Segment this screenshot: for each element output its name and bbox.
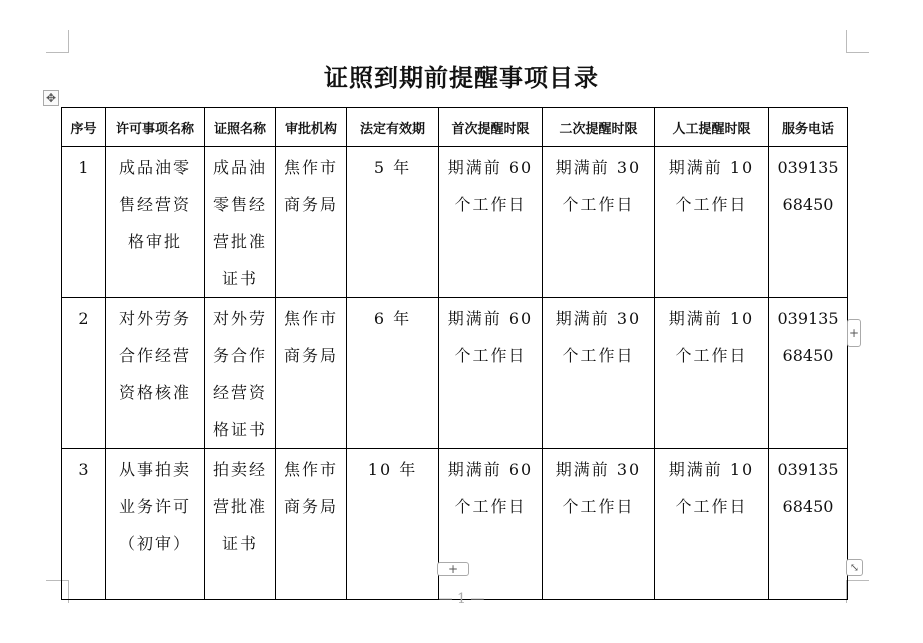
cell-line: 务合作 — [212, 346, 267, 365]
phone-cell — [769, 298, 848, 449]
cell-line: 68450 — [782, 497, 834, 516]
cell-line: 商务局 — [283, 195, 338, 214]
page-corner-mark — [46, 30, 69, 53]
cell-line: 焦作市 — [283, 460, 338, 479]
cell-line: 成品油 — [212, 158, 267, 177]
cell-line: 对外劳 — [212, 309, 267, 328]
cell-line: 3 — [78, 460, 89, 479]
cell-line: 业务许可 — [118, 497, 191, 516]
authority-cell — [276, 298, 347, 449]
cell-line: 焦作市 — [283, 158, 338, 177]
validity-cell — [347, 298, 439, 449]
first-reminder-cell — [439, 449, 543, 600]
cell-line: 10 年 — [367, 460, 418, 479]
validity-cell — [347, 147, 439, 298]
second-reminder-cell — [543, 298, 655, 449]
cell-line: 5 年 — [373, 158, 412, 177]
cell-line: 68450 — [782, 346, 834, 365]
cell-line: 期满前 10 — [668, 460, 755, 479]
cell-line: 焦作市 — [283, 309, 338, 328]
cell-line: 039135 — [777, 158, 839, 177]
table-row — [62, 147, 848, 298]
cell-line: 个工作日 — [562, 497, 635, 516]
cell-line: 经营资 — [212, 383, 267, 402]
cell-line: 期满前 60 — [447, 460, 534, 479]
manual-reminder-cell — [655, 449, 769, 600]
second-reminder-cell — [543, 147, 655, 298]
table-row — [62, 449, 848, 600]
first-reminder-cell — [439, 298, 543, 449]
page-corner-mark — [846, 30, 869, 53]
cell-line: 期满前 10 — [668, 158, 755, 177]
column-header: 二次提醒时限 — [543, 108, 655, 147]
column-header: 法定有效期 — [347, 108, 439, 147]
cell-line: 个工作日 — [562, 195, 635, 214]
cell-line: 成品油零 — [118, 158, 191, 177]
reminder-table — [61, 107, 848, 600]
page-number: — 1 — — [438, 591, 485, 607]
cell-line: 个工作日 — [454, 346, 527, 365]
cell-line: 证书 — [221, 269, 258, 288]
cell-line: 期满前 30 — [555, 158, 642, 177]
cell-line: 个工作日 — [675, 195, 748, 214]
item-name-cell — [106, 449, 205, 600]
cell-line: 1 — [78, 158, 89, 177]
phone-cell — [769, 449, 848, 600]
cell-line: 营批准 — [212, 232, 267, 251]
table-move-icon[interactable]: ✥ — [43, 90, 59, 106]
license-name-cell — [205, 298, 276, 449]
cell-line: 个工作日 — [562, 346, 635, 365]
cell-line: 个工作日 — [454, 497, 527, 516]
column-header: 许可事项名称 — [106, 108, 205, 147]
item-name-cell — [106, 147, 205, 298]
cell-line: 2 — [78, 309, 89, 328]
manual-reminder-cell — [655, 298, 769, 449]
cell-line: 商务局 — [283, 497, 338, 516]
item-name-cell — [106, 298, 205, 449]
cell-line: 证书 — [221, 534, 258, 553]
table-row — [62, 298, 848, 449]
table-resize-icon[interactable]: ⤡ — [846, 559, 863, 576]
cell-line: 期满前 30 — [555, 309, 642, 328]
cell-line: 营批准 — [212, 497, 267, 516]
authority-cell — [276, 449, 347, 600]
cell-line: 039135 — [777, 309, 839, 328]
first-reminder-cell — [439, 147, 543, 298]
cell-line: 资格核准 — [118, 383, 191, 402]
column-header: 人工提醒时限 — [655, 108, 769, 147]
column-header: 服务电话 — [769, 108, 848, 147]
validity-cell — [347, 449, 439, 600]
cell-line: 合作经营 — [118, 346, 191, 365]
seq-cell — [62, 449, 106, 600]
seq-cell — [62, 147, 106, 298]
seq-cell — [62, 298, 106, 449]
cell-line: 个工作日 — [675, 346, 748, 365]
cell-line: 039135 — [777, 460, 839, 479]
manual-reminder-cell — [655, 147, 769, 298]
license-name-cell — [205, 147, 276, 298]
cell-line: 商务局 — [283, 346, 338, 365]
cell-line: 零售经 — [212, 195, 267, 214]
cell-line: 68450 — [782, 195, 834, 214]
second-reminder-cell — [543, 449, 655, 600]
add-column-button[interactable]: + — [847, 319, 861, 347]
column-header: 序号 — [62, 108, 106, 147]
cell-line: 格审批 — [127, 232, 182, 251]
cell-line: 售经营资 — [118, 195, 191, 214]
cell-line: 对外劳务 — [118, 309, 191, 328]
column-header: 首次提醒时限 — [439, 108, 543, 147]
cell-line: （初审） — [118, 534, 191, 553]
cell-line: 期满前 10 — [668, 309, 755, 328]
cell-line: 个工作日 — [454, 195, 527, 214]
cell-line: 期满前 60 — [447, 158, 534, 177]
cell-line: 拍卖经 — [212, 460, 267, 479]
authority-cell — [276, 147, 347, 298]
table-header-row — [62, 108, 848, 147]
cell-line: 个工作日 — [675, 497, 748, 516]
cell-line: 从事拍卖 — [118, 460, 191, 479]
cell-line: 格证书 — [212, 420, 267, 439]
cell-line: 期满前 30 — [555, 460, 642, 479]
cell-line: 6 年 — [373, 309, 412, 328]
document-title: 证照到期前提醒事项目录 — [324, 63, 599, 92]
column-header: 证照名称 — [205, 108, 276, 147]
cell-line: 期满前 60 — [447, 309, 534, 328]
column-header: 审批机构 — [276, 108, 347, 147]
license-name-cell — [205, 449, 276, 600]
phone-cell — [769, 147, 848, 298]
add-row-button[interactable]: + — [437, 562, 469, 576]
